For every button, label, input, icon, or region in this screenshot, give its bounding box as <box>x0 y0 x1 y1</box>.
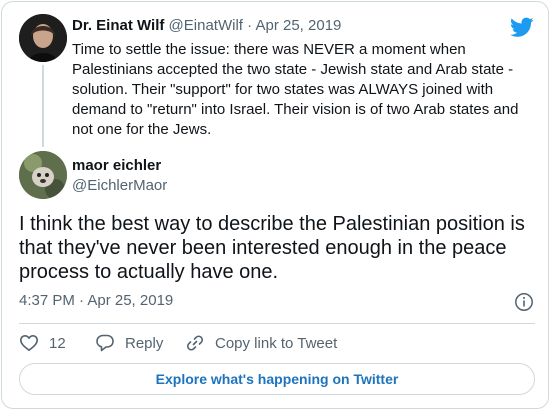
like-button[interactable] <box>19 332 66 354</box>
main-author-handle[interactable]: @EichlerMaor <box>72 177 168 194</box>
main-author-name[interactable]: maor eichler <box>72 157 162 174</box>
parent-tweet-text: Time to settle the issue: there was NEVER a moment when Palestinians accepted the two state - Jewish state and Arab state - solution. Their "support" for two states was ALWAYS joined with demand to "return" into Israel. Their vision is of two Arab states and not one for the Jews. <box>72 41 519 138</box>
tweet-embed-card <box>1 1 549 409</box>
thread-connector-line <box>42 65 44 147</box>
like-count: 12 <box>49 334 66 352</box>
explore-label: Explore what's happening on Twitter <box>155 371 399 387</box>
speech-bubble-icon <box>95 333 115 353</box>
info-icon[interactable] <box>514 292 534 312</box>
main-tweet-text: I think the best way to describe the Palestinian position is that they've never been interested enough in the peace process to actually have one. <box>19 213 525 283</box>
reply-label: Reply <box>125 334 164 352</box>
link-icon <box>185 333 205 353</box>
divider <box>19 323 535 324</box>
explore-twitter-button[interactable] <box>19 363 535 395</box>
parent-author-name[interactable]: Dr. Einat Wilf <box>72 17 165 34</box>
twitter-bird-icon[interactable] <box>510 15 534 39</box>
header-separator: · <box>247 17 253 34</box>
parent-author-handle[interactable]: @EinatWilf <box>168 17 243 34</box>
reply-button[interactable] <box>95 332 163 354</box>
tweet-timestamp[interactable]: 4:37 PM · Apr 25, 2019 <box>19 292 174 309</box>
copy-link-label: Copy link to Tweet <box>215 334 338 352</box>
parent-tweet-date[interactable]: Apr 25, 2019 <box>255 17 342 34</box>
avatar-dr-einat-wilf[interactable] <box>19 14 67 62</box>
avatar-portrait-icon <box>19 14 67 62</box>
copy-link-button[interactable] <box>185 332 337 354</box>
heart-icon <box>19 333 39 353</box>
avatar-maor-eichler[interactable] <box>19 151 67 199</box>
parent-tweet-header <box>72 17 341 34</box>
avatar-dog-icon <box>19 151 67 199</box>
